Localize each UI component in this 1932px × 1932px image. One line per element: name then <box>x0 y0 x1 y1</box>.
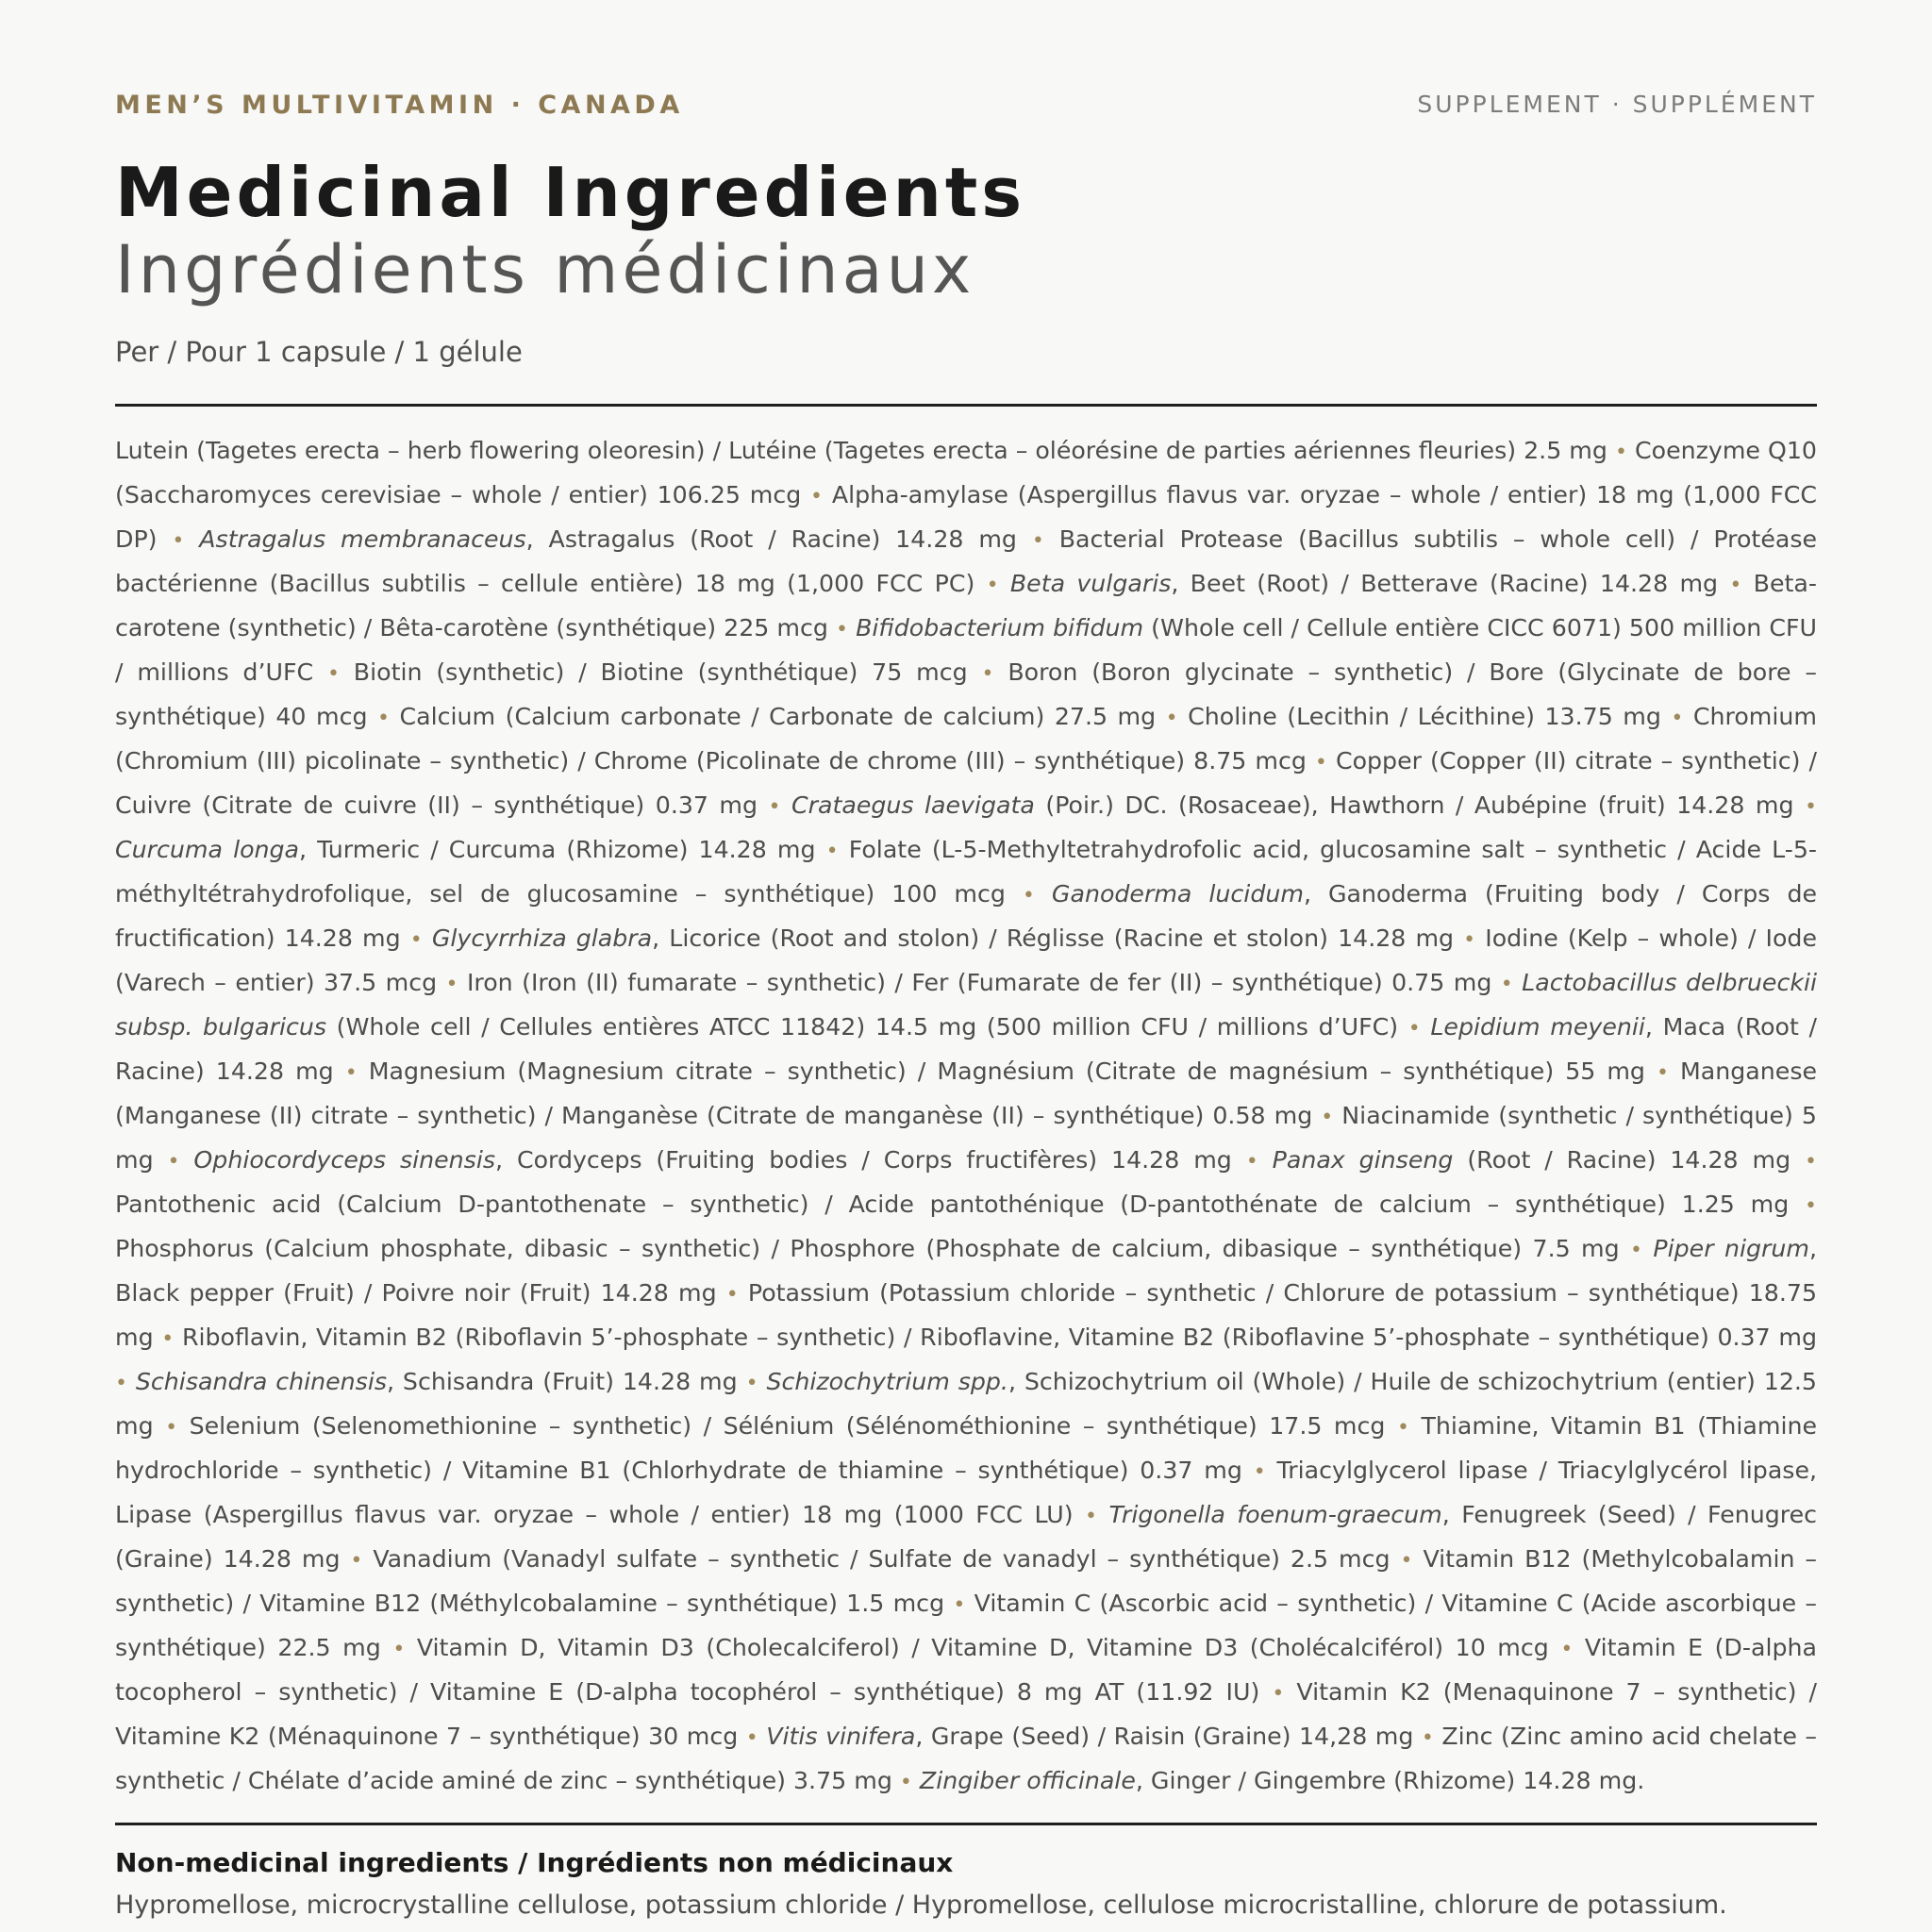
ingredient-item <box>115 1191 1789 1218</box>
ingredient-text: Beta-carotene (synthetic) / Bêta-carotène (synthétique) 225 mcg <box>115 570 1817 641</box>
ingredient-text: Boron (Boron glycinate – synthetic) / Bore (Glycinate de bore – synthétique) 40 mcg <box>115 658 1818 730</box>
ingredient-latin-name: Ophiocordyceps sinensis <box>193 1146 496 1174</box>
ingredient-text: , Maca (Root / Racine) 14.28 mg <box>115 1013 1817 1085</box>
bullet-separator: • <box>165 1416 178 1440</box>
ingredient-text: , Schisandra (Fruit) 14.28 mg <box>387 1368 738 1395</box>
ingredient-text: Iron (Iron (II) fumarate – synthetic) / Fer (Fumarate de fer (II) – synthétique) 0.75 mg <box>466 969 1492 996</box>
bullet-separator: • <box>836 618 848 641</box>
ingredient-text: Potassium (Potassium chloride – synthetic / Chlorure de potassium – synthétique) 18.75 mg <box>115 1279 1818 1351</box>
ingredient-text: Biotin (synthetic) / Biotine (synthétique) 75 mcg <box>353 658 968 686</box>
non-medicinal-ingredients: Hypromellose, microcrystalline cellulose, potassium chloride / Hypromellose, cellulose microcristalline, chlorure de potassium. <box>115 1890 1727 1920</box>
bullet-separator: • <box>1245 1150 1258 1174</box>
ingredient-text: (Root / Racine) 14.28 mg <box>1453 1146 1791 1174</box>
ingredient-text: , Cordyceps (Fruiting bodies / Corps fructifères) 14.28 mg <box>495 1146 1232 1174</box>
bullet-separator: • <box>1165 707 1178 730</box>
ingredient-item <box>136 1368 738 1395</box>
bullet-separator: • <box>1396 1416 1409 1440</box>
ingredient-text: , Fenugreek (Seed) / Fenugrec (Graine) 14.28 mg <box>115 1501 1818 1573</box>
bullet-separator: • <box>1022 884 1035 908</box>
bullet-separator: • <box>1805 795 1817 819</box>
ingredient-text: Triacylglycerol lipase / Triacylglycérol lipase, Lipase (Aspergillus flavus var. oryzae – whole / entier) 18 mg (1000 FCC LU) <box>115 1457 1818 1528</box>
bullet-separator: • <box>167 1150 180 1174</box>
ingredient-text: , Ginger / Gingembre (Rhizome) 14.28 mg. <box>1135 1767 1645 1794</box>
bullet-separator: • <box>1314 751 1327 774</box>
bullet-separator: • <box>161 1327 175 1351</box>
ingredient-text: Calcium (Calcium carbonate / Carbonate de calcium) 27.5 mg <box>399 703 1157 730</box>
bullet-separator: • <box>1560 1638 1574 1661</box>
bullet-separator: • <box>1614 441 1627 464</box>
ingredient-item <box>115 836 816 863</box>
ingredient-text: , Grape (Seed) / Raisin (Graine) 14,28 mg <box>915 1723 1414 1750</box>
header-bar <box>115 91 1817 125</box>
bullet-separator: • <box>1463 928 1476 952</box>
ingredient-text: Magnesium (Magnesium citrate – synthetic) / Magnésium (Citrate de magnésium – synthétique) 55 mg <box>368 1058 1645 1085</box>
ingredient-text: Vitamin B12 (Methylcobalamin – synthetic) / Vitamine B12 (Méthylcobalamine – synthétique) 1.5 mcg <box>115 1545 1818 1617</box>
ingredient-latin-name: Curcuma longa <box>115 836 300 863</box>
bullet-separator: • <box>825 840 839 863</box>
ingredient-item <box>190 1412 1386 1440</box>
ingredient-latin-name: Piper nigrum <box>1653 1235 1809 1262</box>
ingredient-text: Zinc (Zinc amino acid chelate – synthetic / Chélate d’acide aminé de zinc – synthétique) 3.75 mg <box>115 1723 1817 1794</box>
bullet-separator: • <box>1805 1194 1818 1218</box>
medicinal-ingredients-list <box>115 429 1817 1804</box>
ingredient-item <box>369 1058 1645 1085</box>
bullet-separator: • <box>810 485 824 508</box>
bullet-separator: • <box>768 795 781 819</box>
ingredient-item <box>182 1324 1817 1351</box>
bottom-divider <box>115 1823 1817 1825</box>
ingredient-item <box>193 1146 1231 1174</box>
top-divider <box>115 404 1817 407</box>
ingredient-text: Vitamin K2 (Menaquinone 7 – synthetic) / Vitamine K2 (Ménaquinone 7 – synthétique) 30 mcg <box>115 1678 1818 1750</box>
bullet-separator: • <box>899 1771 912 1794</box>
ingredient-latin-name: Vitis vinifera <box>766 1723 916 1750</box>
ingredient-item <box>1010 570 1718 597</box>
bullet-separator: • <box>115 1372 127 1395</box>
bullet-separator: • <box>1805 1150 1818 1174</box>
ingredient-latin-name: Astragalus membranaceus <box>199 525 526 553</box>
bullet-separator: • <box>350 1549 363 1573</box>
product-type: SUPPLEMENT · SUPPLÉMENT <box>1417 91 1817 118</box>
bullet-separator: • <box>1407 1017 1421 1041</box>
bullet-separator: • <box>1321 1106 1334 1129</box>
ingredient-latin-name: Schizochytrium spp. <box>766 1368 1008 1395</box>
ingredient-text: Vitamin C (Ascorbic acid – synthetic) / Vitamine C (Acide ascorbique – synthétique) 22.5 mg <box>115 1590 1818 1661</box>
ingredient-text: Niacinamide (synthetic / synthétique) 5 mg <box>115 1102 1817 1174</box>
bullet-separator: • <box>1500 973 1513 996</box>
ingredient-text: Bacterial Protease (Bacillus subtilis – whole cell) / Protéase bactérienne (Bacillus subtilis – cellule entière) 18 mg (1,000 FCC PC) <box>115 525 1818 597</box>
non-medicinal-heading: Non-medicinal ingredients / Ingrédients non médicinaux <box>115 1847 954 1878</box>
ingredient-item <box>467 969 1491 996</box>
ingredient-text: Chromium (Chromium (III) picolinate – synthetic) / Chrome (Picolinate de chrome (III) – synthétique) 8.75 mcg <box>115 703 1817 774</box>
bullet-separator: • <box>1031 529 1044 553</box>
ingredient-item <box>115 437 1607 464</box>
bullet-separator: • <box>1657 1061 1669 1085</box>
bullet-separator: • <box>445 973 458 996</box>
ingredient-text: Alpha-amylase (Aspergillus flavus var. oryzae – whole / entier) 18 mg (1,000 FCC DP) <box>115 481 1818 553</box>
bullet-separator: • <box>745 1726 758 1750</box>
ingredient-item <box>199 525 1017 553</box>
ingredient-text: , Licorice (Root and stolon) / Réglisse (Racine et stolon) 14.28 mg <box>652 924 1455 952</box>
ingredient-text: , Black pepper (Fruit) / Poivre noir (Fruit) 14.28 mg <box>115 1235 1818 1307</box>
ingredient-text: , Ganoderma (Fruiting body / Corps de fructification) 14.28 mg <box>115 880 1818 952</box>
ingredient-text: Phosphorus (Calcium phosphate, dibasic – synthetic) / Phosphore (Phosphate de calcium, dibasique – synthétique) 7.5 mg <box>115 1235 1620 1262</box>
bullet-separator: • <box>172 529 185 553</box>
bullet-separator: • <box>377 707 390 730</box>
ingredient-item <box>766 1723 1413 1750</box>
ingredient-latin-name: Glycyrrhiza glabra <box>431 924 653 952</box>
product-category: MEN’S MULTIVITAMIN · CANADA <box>115 91 684 120</box>
bullet-separator: • <box>1421 1726 1434 1750</box>
ingredient-latin-name: Ganoderma lucidum <box>1051 880 1304 908</box>
ingredient-text: , Beet (Root) / Betterave (Racine) 14.28 mg <box>1171 570 1719 597</box>
ingredient-item <box>432 924 1454 952</box>
bullet-separator: • <box>344 1061 358 1085</box>
ingredient-text: Iodine (Kelp – whole) / Iode (Varech – entier) 37.5 mcg <box>115 924 1817 996</box>
ingredient-text: Lutein (Tagetes erecta – herb flowering oleoresin) / Lutéine (Tagetes erecta – oléorésine de parties aériennes fleuries) 2.5 mg <box>115 437 1607 464</box>
page-title-french: Ingrédients médicinaux <box>115 231 975 308</box>
ingredient-text: (Whole cell / Cellule entière CICC 6071) 500 million CFU / millions d’UFC <box>115 614 1818 686</box>
ingredient-item <box>417 1634 1549 1661</box>
bullet-separator: • <box>1272 1682 1285 1706</box>
bullet-separator: • <box>1400 1549 1413 1573</box>
ingredient-text: Riboflavin, Vitamin B2 (Riboflavin 5’-phosphate – synthetic) / Riboflavine, Vitamine B2 (Riboflavine 5’-phosphate – synthétique) 0.37 mg <box>181 1324 1817 1351</box>
ingredient-item <box>1273 1146 1791 1174</box>
serving-size: Per / Pour 1 capsule / 1 gélule <box>115 336 523 368</box>
ingredient-item <box>1188 703 1661 730</box>
ingredient-latin-name: Crataegus laevigata <box>791 791 1035 819</box>
ingredient-text: Coenzyme Q10 (Saccharomyces cerevisiae – whole / entier) 106.25 mcg <box>115 437 1817 508</box>
ingredient-text: , Astragalus (Root / Racine) 14.28 mg <box>525 525 1017 553</box>
ingredient-item <box>373 1545 1390 1573</box>
bullet-separator: • <box>986 574 999 597</box>
ingredient-text: Vanadium (Vanadyl sulfate – synthetic / Sulfate de vanadyl – synthétique) 2.5 mcg <box>373 1545 1391 1573</box>
ingredient-latin-name: Lepidium meyenii <box>1430 1013 1645 1041</box>
ingredient-text: Selenium (Selenomethionine – synthetic) / Sélénium (Sélénométhionine – synthétique) 17.5 mcg <box>189 1412 1386 1440</box>
ingredient-text: Choline (Lecithin / Lécithine) 13.75 mg <box>1188 703 1661 730</box>
bullet-separator: • <box>1671 707 1684 730</box>
ingredient-item <box>920 1767 1644 1794</box>
ingredient-latin-name: Schisandra chinensis <box>135 1368 387 1395</box>
bullet-separator: • <box>981 662 994 686</box>
ingredient-latin-name: Lactobacillus delbrueckii subsp. bulgaricus <box>115 969 1818 1041</box>
bullet-separator: • <box>1630 1239 1643 1262</box>
bullet-separator: • <box>1253 1460 1266 1484</box>
bullet-separator: • <box>1729 574 1742 597</box>
bullet-separator: • <box>392 1638 406 1661</box>
ingredient-latin-name: Panax ginseng <box>1272 1146 1454 1174</box>
ingredient-latin-name: Trigonella foenum-graecum <box>1108 1501 1442 1528</box>
ingredient-text: Vitamin D, Vitamin D3 (Cholecalciferol) / Vitamine D, Vitamine D3 (Cholécalciférol) 10 mcg <box>416 1634 1549 1661</box>
ingredient-text: (Poir.) DC. (Rosaceae), Hawthorn / Aubépine (fruit) 14.28 mg <box>1034 791 1794 819</box>
ingredient-item <box>354 658 968 686</box>
ingredient-text: Pantothenic acid (Calcium D-pantothenate – synthetic) / Acide pantothénique (D-pantothénate de calcium – synthétique) 1.25 mg <box>115 1191 1790 1218</box>
ingredient-text: Vitamin E (D-alpha tocopherol – synthetic) / Vitamine E (D-alpha tocophérol – synthétique) 8 mg AT (11.92 IU) <box>115 1634 1817 1706</box>
ingredient-text: , Schizochytrium oil (Whole) / Huile de schizochytrium (entier) 12.5 mg <box>115 1368 1817 1440</box>
ingredient-latin-name: Beta vulgaris <box>1009 570 1172 597</box>
bullet-separator: • <box>1085 1505 1098 1528</box>
bullet-separator: • <box>745 1372 758 1395</box>
bullet-separator: • <box>409 928 423 952</box>
ingredient-item <box>791 791 1794 819</box>
ingredient-text: , Turmeric / Curcuma (Rhizome) 14.28 mg <box>299 836 816 863</box>
page-title: Medicinal Ingredients <box>115 153 1026 232</box>
ingredient-text: (Whole cell / Cellules entières ATCC 11842) 14.5 mg (500 million CFU / millions d’UFC) <box>326 1013 1399 1041</box>
ingredient-item <box>399 703 1156 730</box>
bullet-separator: • <box>725 1283 739 1307</box>
ingredient-text: Thiamine, Vitamin B1 (Thiamine hydrochloride – synthetic) / Vitamine B1 (Chlorhydrate de thiamine – synthétique) 0.37 mg <box>115 1412 1818 1484</box>
bullet-separator: • <box>953 1593 966 1617</box>
ingredient-latin-name: Zingiber officinale <box>919 1767 1136 1794</box>
ingredient-item <box>115 1235 1620 1262</box>
ingredient-latin-name: Bifidobacterium bifidum <box>856 614 1144 641</box>
ingredient-text: Copper (Copper (II) citrate – synthetic) / Cuivre (Citrate de cuivre (II) – synthétique) 0.37 mg <box>115 747 1818 819</box>
ingredient-text: Manganese (Manganese (II) citrate – synthetic) / Manganèse (Citrate de manganèse (II) – synthétique) 0.58 mg <box>115 1058 1818 1129</box>
ingredient-text: Folate (L-5-Methyltetrahydrofolic acid, glucosamine salt – synthetic / Acide L-5-méthyltétrahydrofolique, sel de glucosamine – synthétique) 100 mcg <box>115 836 1818 908</box>
bullet-separator: • <box>326 662 340 686</box>
